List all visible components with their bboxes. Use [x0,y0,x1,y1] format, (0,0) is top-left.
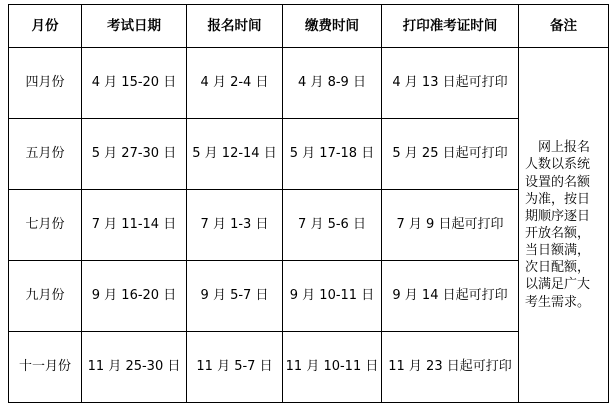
payment-time-cell: 7 月 5-6 日 [283,190,382,261]
signup-time-cell: 7 月 1-3 日 [187,190,283,261]
payment-time-cell: 9 月 10-11 日 [283,261,382,332]
signup-time-cell: 4 月 2-4 日 [187,48,283,119]
print-time-cell: 9 月 14 日起可打印 [382,261,519,332]
payment-time-cell: 5 月 17-18 日 [283,119,382,190]
exam-date-cell: 5 月 27-30 日 [82,119,187,190]
month-cell: 五月份 [9,119,82,190]
month-cell: 九月份 [9,261,82,332]
payment-time-cell: 4 月 8-9 日 [283,48,382,119]
exam-date-cell: 9 月 16-20 日 [82,261,187,332]
header-payment-time: 缴费时间 [283,5,382,48]
table-header-row [9,5,609,48]
notes-cell: 网上报名人数以系统设置的名额为准，按日期顺序逐日开放名额，当日额满，次日配额，以满足广大考生需求。 [519,48,609,403]
exam-date-cell: 11 月 25-30 日 [82,332,187,403]
exam-date-cell: 4 月 15-20 日 [82,48,187,119]
month-cell: 四月份 [9,48,82,119]
month-cell: 十一月份 [9,332,82,403]
print-time-cell: 11 月 23 日起可打印 [382,332,519,403]
print-time-cell: 7 月 9 日起可打印 [382,190,519,261]
signup-time-cell: 9 月 5-7 日 [187,261,283,332]
header-print-admission-time: 打印准考证时间 [382,5,519,48]
header-month: 月份 [9,5,82,48]
month-cell: 七月份 [9,190,82,261]
payment-time-cell: 11 月 10-11 日 [283,332,382,403]
signup-time-cell: 5 月 12-14 日 [187,119,283,190]
exam-date-cell: 7 月 11-14 日 [82,190,187,261]
signup-time-cell: 11 月 5-7 日 [187,332,283,403]
table-row [9,48,609,119]
print-time-cell: 5 月 25 日起可打印 [382,119,519,190]
print-time-cell: 4 月 13 日起可打印 [382,48,519,119]
header-signup-time: 报名时间 [187,5,283,48]
exam-schedule-table [8,4,609,403]
header-exam-date: 考试日期 [82,5,187,48]
header-notes: 备注 [519,5,609,48]
